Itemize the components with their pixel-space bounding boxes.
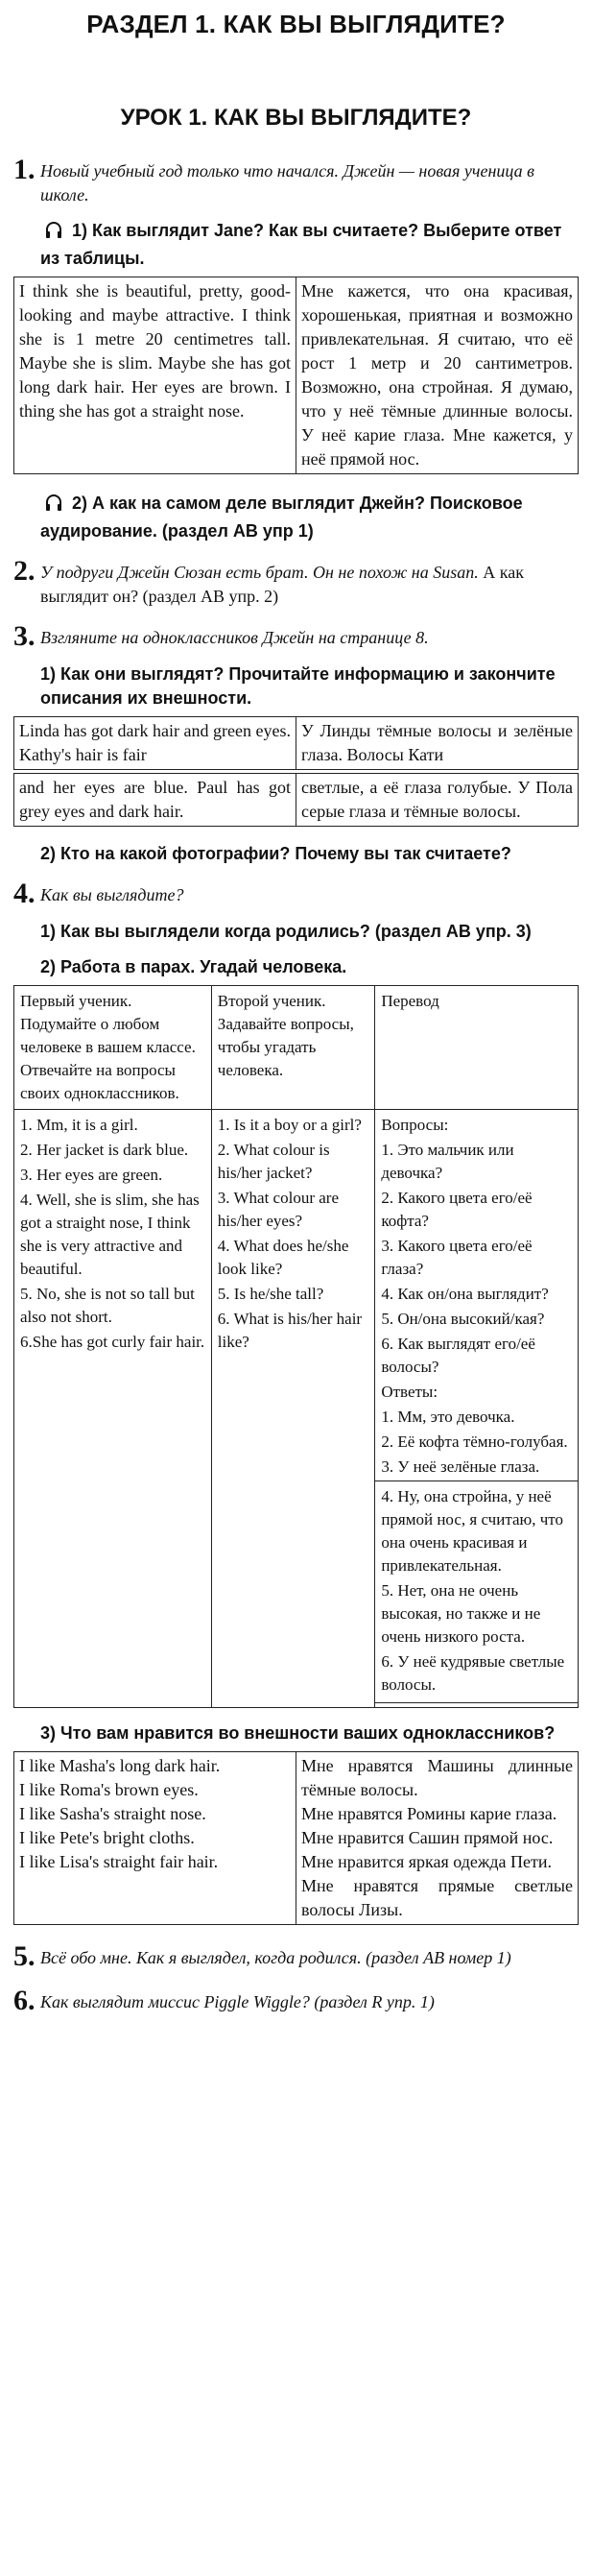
list-item: Мне нравится яркая одежда Пети. <box>301 1852 552 1871</box>
table-row <box>14 1110 579 1708</box>
list-item: 6. Как выглядят его/её волосы? <box>381 1335 535 1376</box>
list-item: 5. Is he/she tall? <box>217 1285 324 1303</box>
list-item: 1. Это мальчик или девочка? <box>381 1141 514 1182</box>
list-item: 2. Её кофта тёмно-голубая. <box>381 1432 568 1451</box>
task-4-sub-1: 1) Как вы выглядели когда родились? (раздел AB упр. 3) <box>40 922 532 941</box>
header-first-student: Первый ученик. Подумайте о любом человеке в вашем классе. Отвечайте на вопросы своих одноклассников. <box>14 986 212 1110</box>
task-3-sub-1: 1) Как они выглядят? Прочитайте информацию и закончите описания их внешности. <box>40 664 556 708</box>
task-number: 4. <box>13 878 36 909</box>
list-item: 1. Мм, это девочка. <box>381 1408 515 1426</box>
task-1-sub-1 <box>40 219 579 271</box>
task-4-sub-3: 3) Что вам нравится во внешности ваших одноклассников? <box>40 1723 556 1743</box>
task-text: Как выглядит миссис Piggle Wiggle? (раздел R упр. 1) <box>40 1992 435 2011</box>
list-item: 6.She has got curly fair hair. <box>20 1333 205 1351</box>
list-item: I like Pete's bright cloths. <box>19 1828 195 1847</box>
section-title: РАЗДЕЛ 1. КАК ВЫ ВЫГЛЯДИТЕ? <box>86 10 506 38</box>
task-number: 5. <box>13 1940 36 1972</box>
table-cell-ru: Мне кажется, что она красивая, хорошенькая, приятная и возможно привлекательная. Я считаю, что её рост 1 метр и 20 сантиметров. Возможно, она стройная. Я думаю, что у неё тёмные длинные волосы. У неё карие глаза. Мне кажется, у неё прямой нос. <box>296 277 579 474</box>
list-item: Мне нравятся прямые светлые волосы Лизы. <box>301 1876 573 1919</box>
list-item: 5. No, she is not so tall but also not short. <box>20 1285 195 1326</box>
table-row <box>14 1752 579 1925</box>
table-row <box>14 774 579 827</box>
translation-answers-box <box>375 1481 578 1703</box>
classmates-table-1 <box>13 716 579 770</box>
list-item: 3. Какого цвета его/её глаза? <box>381 1237 533 1278</box>
task-4 <box>13 879 579 908</box>
lesson-title: УРОК 1. КАК ВЫ ВЫГЛЯДИТЕ? <box>120 105 472 131</box>
header-second-student: Второй ученик. Задавайте вопросы, чтобы угадать человека. <box>211 986 375 1110</box>
list-item: 2. Her jacket is dark blue. <box>20 1141 189 1159</box>
task-number: 1. <box>13 154 36 185</box>
first-student-answers <box>14 1110 212 1708</box>
list-item: I like Lisa's straight fair hair. <box>19 1852 219 1871</box>
headphones-icon <box>44 221 63 247</box>
likes-table <box>13 1751 579 1925</box>
classmates-table-2 <box>13 773 579 827</box>
table-header-row <box>14 986 579 1110</box>
table-cell-en: I think she is beautiful, pretty, good-looking and maybe attractive. I think she is 1 metre 20 centimetres tall. Maybe she is slim. Maybe she has got long dark hair. Her eyes are brown. I thing she has got a straight nose. <box>14 277 296 474</box>
second-student-questions <box>211 1110 375 1708</box>
table-cell-en: and her eyes are blue. Paul has got grey eyes and dark hair. <box>14 774 296 827</box>
list-item: 4. Ну, она стройна, у неё прямой нос, я считаю, что она очень красивая и привлекательная. <box>381 1487 563 1575</box>
likes-ru <box>296 1752 579 1925</box>
jane-table <box>13 277 579 474</box>
list-item: 4. What does he/she look like? <box>217 1237 349 1278</box>
list-item: 1. Mm, it is a girl. <box>20 1116 138 1134</box>
table-row <box>14 277 579 474</box>
task-number: 3. <box>13 620 36 652</box>
task-3 <box>13 622 579 651</box>
task-4-sub-2: 2) Работа в парах. Угадай человека. <box>40 957 347 976</box>
list-item: I like Sasha's straight nose. <box>19 1804 206 1823</box>
list-item: 4. Well, she is slim, she has got a straight nose, I think she is very attractive and beautiful. <box>20 1191 200 1278</box>
table-cell-ru: У Линды тёмные волосы и зелёные глаза. Волосы Кати <box>296 717 579 770</box>
list-item: 3. What colour are his/her eyes? <box>217 1189 339 1230</box>
translation-cell <box>375 1110 579 1708</box>
header-translation: Перевод <box>375 986 579 1110</box>
guess-person-table <box>13 985 579 1708</box>
sub-text: 1) Как выглядит Jane? Как вы считаете? Выберите ответ из таблицы. <box>40 221 562 268</box>
list-item: 5. Он/она высокий/кая? <box>381 1310 545 1328</box>
task-text: Взгляните на одноклассников Джейн на странице 8. <box>40 628 429 647</box>
task-text: Всё обо мне. Как я выглядел, когда родился. (раздел AB номер 1) <box>40 1948 511 1967</box>
task-text: Новый учебный год только что начался. Джейн — новая ученица в школе. <box>40 161 534 205</box>
task-6 <box>13 1986 579 2015</box>
task-number: 2. <box>13 555 36 587</box>
task-number: 6. <box>13 1985 36 2016</box>
answers-label: Ответы: <box>381 1383 438 1401</box>
task-text: Как вы выглядите? <box>40 885 184 904</box>
list-item: 2. What colour is his/her jacket? <box>217 1141 330 1182</box>
questions-label: Вопросы: <box>381 1116 449 1134</box>
list-item: 4. Как он/она выглядит? <box>381 1285 549 1303</box>
list-item: Мне нравятся Ромины карие глаза. <box>301 1804 557 1823</box>
headphones-icon <box>44 494 63 519</box>
sub-text: 2) А как на самом деле выглядит Джейн? Поисковое аудирование. (раздел AB упр 1) <box>40 494 523 541</box>
list-item: 3. Her eyes are green. <box>20 1166 163 1184</box>
task-1-sub-2 <box>40 492 579 543</box>
task-3-sub-2: 2) Кто на какой фотографии? Почему вы так считаете? <box>40 844 511 863</box>
task-text-2: А как выглядит он? (раздел AB упр. 2) <box>40 563 524 606</box>
table-cell-ru: светлые, а её глаза голубые. У Пола серые глаза и тёмные волосы. <box>296 774 579 827</box>
table-row <box>14 717 579 770</box>
list-item: 6. У неё кудрявые светлые волосы. <box>381 1652 565 1694</box>
likes-en <box>14 1752 296 1925</box>
list-item: I like Roma's brown eyes. <box>19 1780 199 1799</box>
list-item: 3. У неё зелёные глаза. <box>381 1457 540 1476</box>
task-5 <box>13 1942 579 1971</box>
task-1 <box>13 156 579 207</box>
list-item: Мне нравится Сашин прямой нос. <box>301 1828 554 1847</box>
list-item: 1. Is it a boy or a girl? <box>217 1116 362 1134</box>
task-text: У подруги Джейн Сюзан есть брат. Он не похож на Susan. <box>40 563 479 582</box>
table-cell-en: Linda has got dark hair and green eyes. Kathy's hair is fair <box>14 717 296 770</box>
list-item: I like Masha's long dark hair. <box>19 1756 221 1775</box>
list-item: 6. What is his/her hair like? <box>217 1310 363 1351</box>
task-2 <box>13 557 579 609</box>
list-item: Мне нравятся Машины длинные тёмные волосы. <box>301 1756 573 1799</box>
list-item: 2. Какого цвета его/её кофта? <box>381 1189 533 1230</box>
list-item: 5. Нет, она не очень высокая, но также и не очень низкого роста. <box>381 1581 541 1646</box>
